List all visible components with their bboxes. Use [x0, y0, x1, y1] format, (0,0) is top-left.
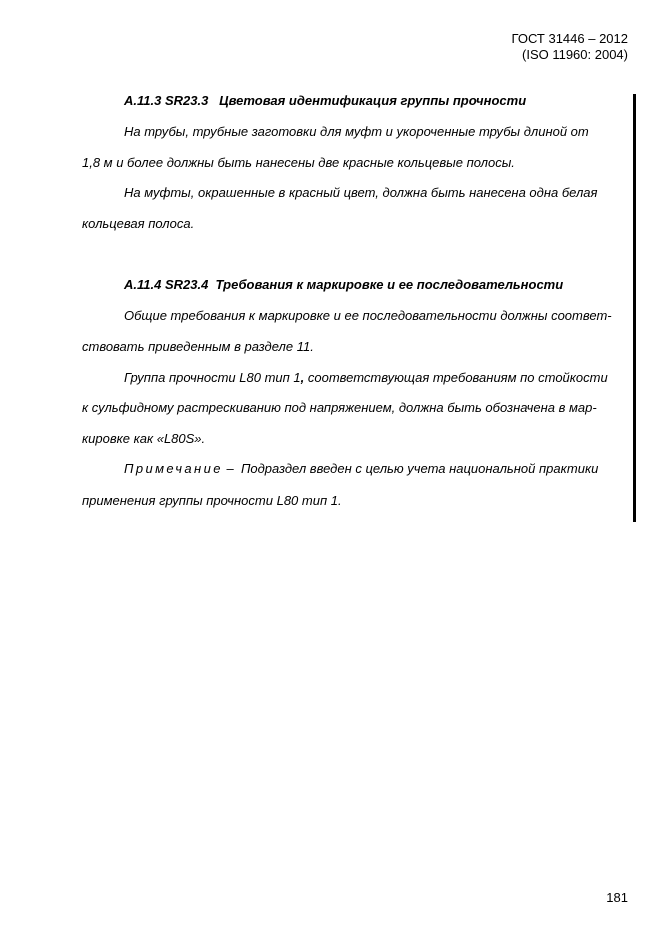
section-a11-4-p1-line2: ствовать приведенным в разделе 11.: [82, 339, 314, 354]
section-a11-3-number: A.11.3 SR23.3: [124, 93, 209, 108]
note-label: Примечание: [124, 461, 223, 476]
section-a11-3-heading: [124, 93, 526, 109]
section-a11-4-number: A.11.4 SR23.4: [124, 277, 209, 292]
iso-designation: (ISO 11960: 2004): [522, 47, 628, 62]
section-a11-4-heading: [124, 277, 563, 293]
section-a11-3-p2-line2: кольцевая полоса.: [82, 216, 195, 231]
section-a11-4-p2-line3: кировке как «L80S».: [82, 431, 206, 446]
note-dash: –: [222, 461, 238, 476]
strength-group-text-cont: соответствующая требованиям по стойкости: [304, 370, 608, 385]
bold-comma: ,: [300, 370, 305, 385]
note-line1: [124, 461, 598, 477]
section-a11-3-p1-line1: На трубы, трубные заготовки для муфт и укороченные трубы длиной от: [124, 124, 589, 139]
section-a11-3-p1-line2: 1,8 м и более должны быть нанесены две красные кольцевые полосы.: [82, 155, 515, 170]
section-a11-4-title: Требования к маркировке и ее последовательности: [215, 277, 564, 292]
note-line2: применения группы прочности L80 тип 1.: [82, 493, 342, 508]
change-bar: [633, 94, 636, 522]
section-a11-4-p2-line1: [124, 370, 608, 386]
section-a11-3-p2-line1: На муфты, окрашенные в красный цвет, должна быть нанесена одна белая: [124, 185, 598, 200]
section-a11-4-p2-line2: к сульфидному растрескиванию под напряжением, должна быть обозначена в мар-: [82, 400, 597, 415]
note-text: Подраздел введен с целью учета национальной практики: [240, 461, 599, 476]
strength-group-text: Группа прочности L80 тип 1: [124, 370, 301, 385]
page-number: 181: [606, 890, 628, 905]
section-a11-4-p1-line1: Общие требования к маркировке и ее последовательности должны соответ-: [124, 308, 612, 323]
standard-designation: ГОСТ 31446 – 2012: [511, 31, 628, 46]
section-a11-3-title: Цветовая идентификация группы прочности: [219, 93, 527, 108]
document-header: [512, 31, 628, 63]
